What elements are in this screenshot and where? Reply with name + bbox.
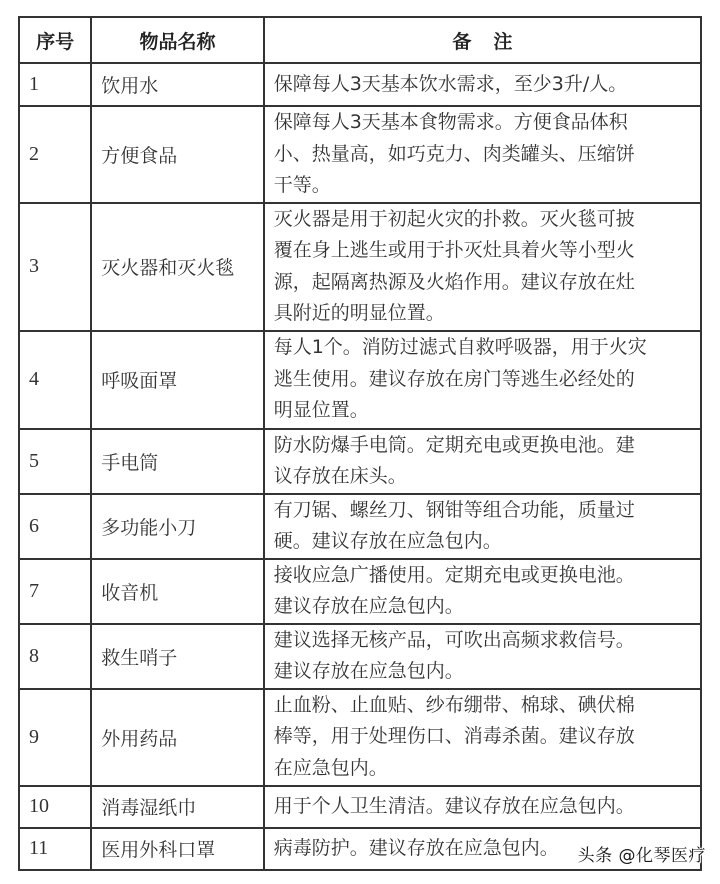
note-line: 保障每人3天基本饮水需求，至少3升/人。 [273, 72, 628, 95]
watermark: 头条 @化琴医疗 [577, 846, 706, 866]
table-row [19, 689, 701, 786]
note-line: 止血粉、止血贴、纱布绷带、棉球、碘伏棉 [273, 693, 635, 716]
row-num: 11 [19, 828, 91, 870]
note-line: 建议存放在应急包内。 [273, 660, 464, 682]
row-name: 灭火器和灭火毯 [91, 203, 264, 331]
row-note [264, 689, 701, 786]
note-line: 明显位置。 [273, 399, 369, 422]
row-name: 医用外科口罩 [91, 828, 264, 870]
table-row [19, 786, 701, 828]
table-row [19, 559, 701, 624]
header-name: 物品名称 [91, 17, 264, 63]
row-name: 救生哨子 [91, 624, 264, 689]
note-line: 有刀锯、螺丝刀、钢钳等组合功能，质量过 [273, 498, 635, 521]
row-num: 7 [19, 559, 91, 624]
row-note [264, 624, 701, 689]
row-note [264, 63, 701, 106]
row-note [264, 331, 701, 429]
note-line: 灭火器是用于初起火灾的扑救。灭火毯可披 [273, 207, 635, 230]
header-note [264, 17, 701, 63]
note-line: 建议选择无核产品，可吹出高频求救信号。 [273, 628, 635, 651]
row-num: 6 [19, 494, 91, 559]
note-line: 覆在身上逃生或用于扑灭灶具着火等小型火 [273, 239, 635, 261]
row-num: 10 [19, 786, 91, 828]
row-num: 8 [19, 624, 91, 689]
note-line: 接收应急广播使用。定期充电或更换电池。 [273, 563, 635, 586]
table-row [19, 494, 701, 559]
table-row [19, 203, 701, 331]
note-line: 每人1个。消防过滤式自救呼吸器，用于火灾 [273, 336, 647, 359]
note-line: 病毒防护。建议存放在应急包内。 [273, 836, 559, 859]
table-row [19, 624, 701, 689]
row-note [264, 786, 701, 828]
row-name: 呼吸面罩 [91, 331, 264, 429]
row-num: 1 [19, 63, 91, 106]
row-name: 方便食品 [91, 106, 264, 203]
note-line: 防水防爆手电筒。定期充电或更换电池。建 [273, 433, 635, 456]
row-note [264, 203, 701, 331]
header-num: 序号 [19, 17, 91, 63]
note-line: 源，起隔离热源及火焰作用。建议存放在灶 [273, 270, 635, 293]
table-row [19, 429, 701, 494]
emergency-supplies-table [18, 16, 702, 871]
table-row [19, 331, 701, 429]
header-note-label: 备注 [452, 30, 535, 53]
note-line: 保障每人3天基本食物需求。方便食品体积 [273, 111, 628, 133]
note-line: 干等。 [273, 174, 331, 196]
note-line: 棒等，用于处理伤口、消毒杀菌。建议存放 [273, 725, 635, 748]
row-note [264, 106, 701, 203]
note-line: 建议存放在应急包内。 [273, 595, 464, 617]
table-header-row [19, 17, 701, 63]
row-num: 3 [19, 203, 91, 331]
row-name: 消毒湿纸巾 [91, 786, 264, 828]
row-note [264, 429, 701, 494]
row-num: 4 [19, 331, 91, 429]
note-line: 小、热量高，如巧克力、肉类罐头、压缩饼 [273, 142, 635, 165]
note-line: 议存放在床头。 [273, 465, 407, 487]
note-line: 具附近的明显位置。 [273, 302, 445, 324]
note-line: 硬。建议存放在应急包内。 [273, 530, 502, 552]
row-note [264, 559, 701, 624]
row-num: 2 [19, 106, 91, 203]
row-num: 5 [19, 429, 91, 494]
note-line: 在应急包内。 [273, 756, 388, 779]
table-row [19, 106, 701, 203]
table-row [19, 63, 701, 106]
row-name: 收音机 [91, 559, 264, 624]
row-note [264, 494, 701, 559]
row-name: 多功能小刀 [91, 494, 264, 559]
note-line: 用于个人卫生清洁。建议存放在应急包内。 [273, 794, 635, 817]
row-name: 饮用水 [91, 63, 264, 106]
row-num: 9 [19, 689, 91, 786]
row-name: 外用药品 [91, 689, 264, 786]
note-line: 逃生使用。建议存放在房门等逃生必经处的 [273, 367, 635, 390]
row-name: 手电筒 [91, 429, 264, 494]
